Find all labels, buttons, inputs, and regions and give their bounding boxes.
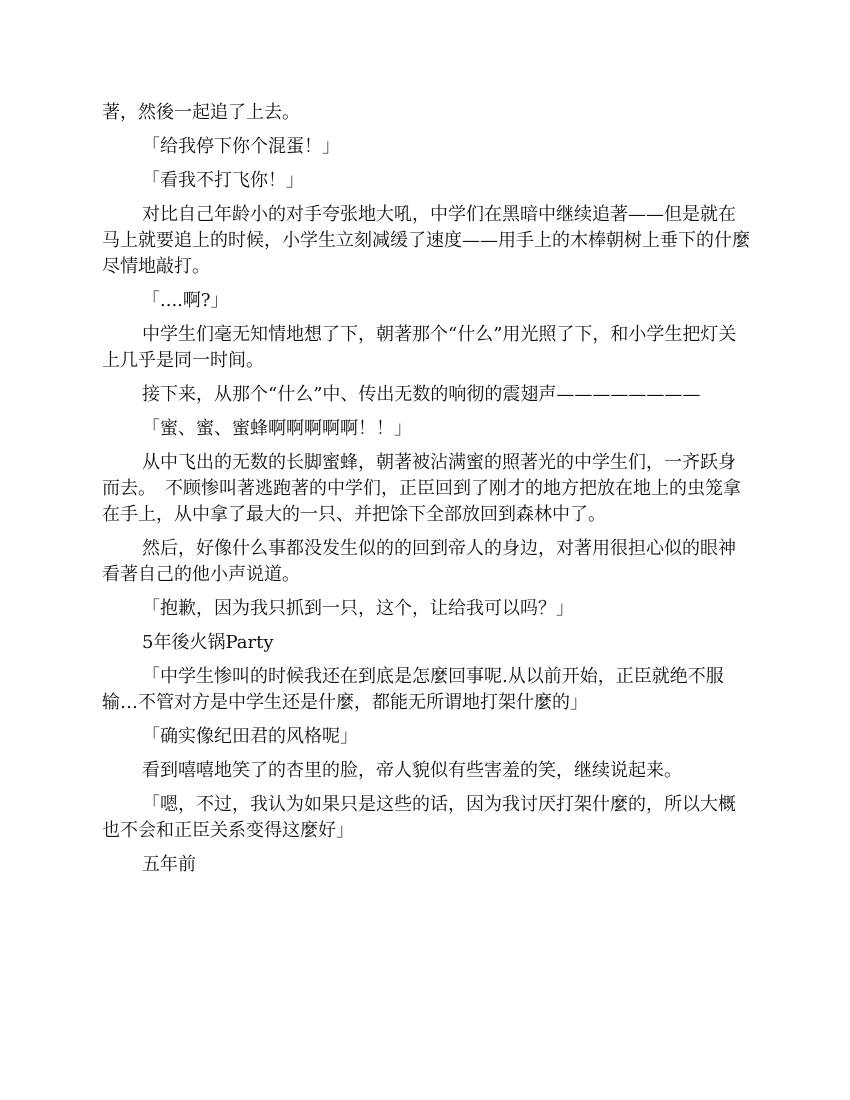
paragraph: 对比自己年龄小的对手夸张地大吼，中学们在黑暗中继续追著——但是就在马上就要追上的时候，小学生立刻减缓了速度——用手上的木棒朝树上垂下的什麼尽情地敲打。 [102, 204, 750, 277]
paragraph: 「给我停下你个混蛋！」 [142, 136, 340, 157]
paragraph: 中学生们毫无知情地想了下，朝著那个“什么”用光照了下，和小学生把灯关上几乎是同一时间。 [102, 324, 737, 371]
document-page [102, 100, 750, 886]
paragraph: 著，然後一起追了上去。 [102, 102, 300, 123]
paragraph: 然后，好像什么事都没发生似的的回到帝人的身边，对著用很担心似的眼神看著自己的他小声说道。 [102, 538, 736, 585]
paragraph: 5年後火锅Party [142, 632, 274, 653]
paragraph: 五年前 [142, 854, 196, 875]
paragraph: 「中学生惨叫的时候我还在到底是怎麼回事呢.从以前开始，正臣就绝不服输…不管对方是中学生还是什麼，都能无所谓地打架什麼的」 [102, 666, 724, 713]
paragraph: 「嗯，不过，我认为如果只是这些的话，因为我讨厌打架什麼的，所以大概也不会和正臣关系变得这麼好」 [102, 794, 736, 841]
paragraph: 「....啊?」 [142, 290, 229, 311]
paragraph: 「确实像纪田君的风格呢」 [142, 726, 358, 747]
paragraph: 「看我不打飞你！」 [142, 170, 304, 191]
paragraph: 「抱歉，因为我只抓到一只，这个，让给我可以吗？」 [142, 598, 574, 619]
paragraph: 接下来，从那个“什么”中、传出无数的响彻的震翅声———————— [142, 384, 701, 405]
paragraph: 从中飞出的无数的长脚蜜蜂，朝著被沾满蜜的照著光的中学生们，一齐跃身而去。 不顾惨叫著逃跑著的中学们，正臣回到了刚才的地方把放在地上的虫笼拿在手上，从中拿了最大的一只、并把馀下全部放回到森林中了。 [102, 452, 741, 525]
paragraph: 「蜜、蜜、蜜蜂啊啊啊啊啊！！」 [142, 418, 412, 439]
paragraph: 看到嘻嘻地笑了的杏里的脸，帝人貌似有些害羞的笑，继续说起来。 [142, 760, 682, 781]
